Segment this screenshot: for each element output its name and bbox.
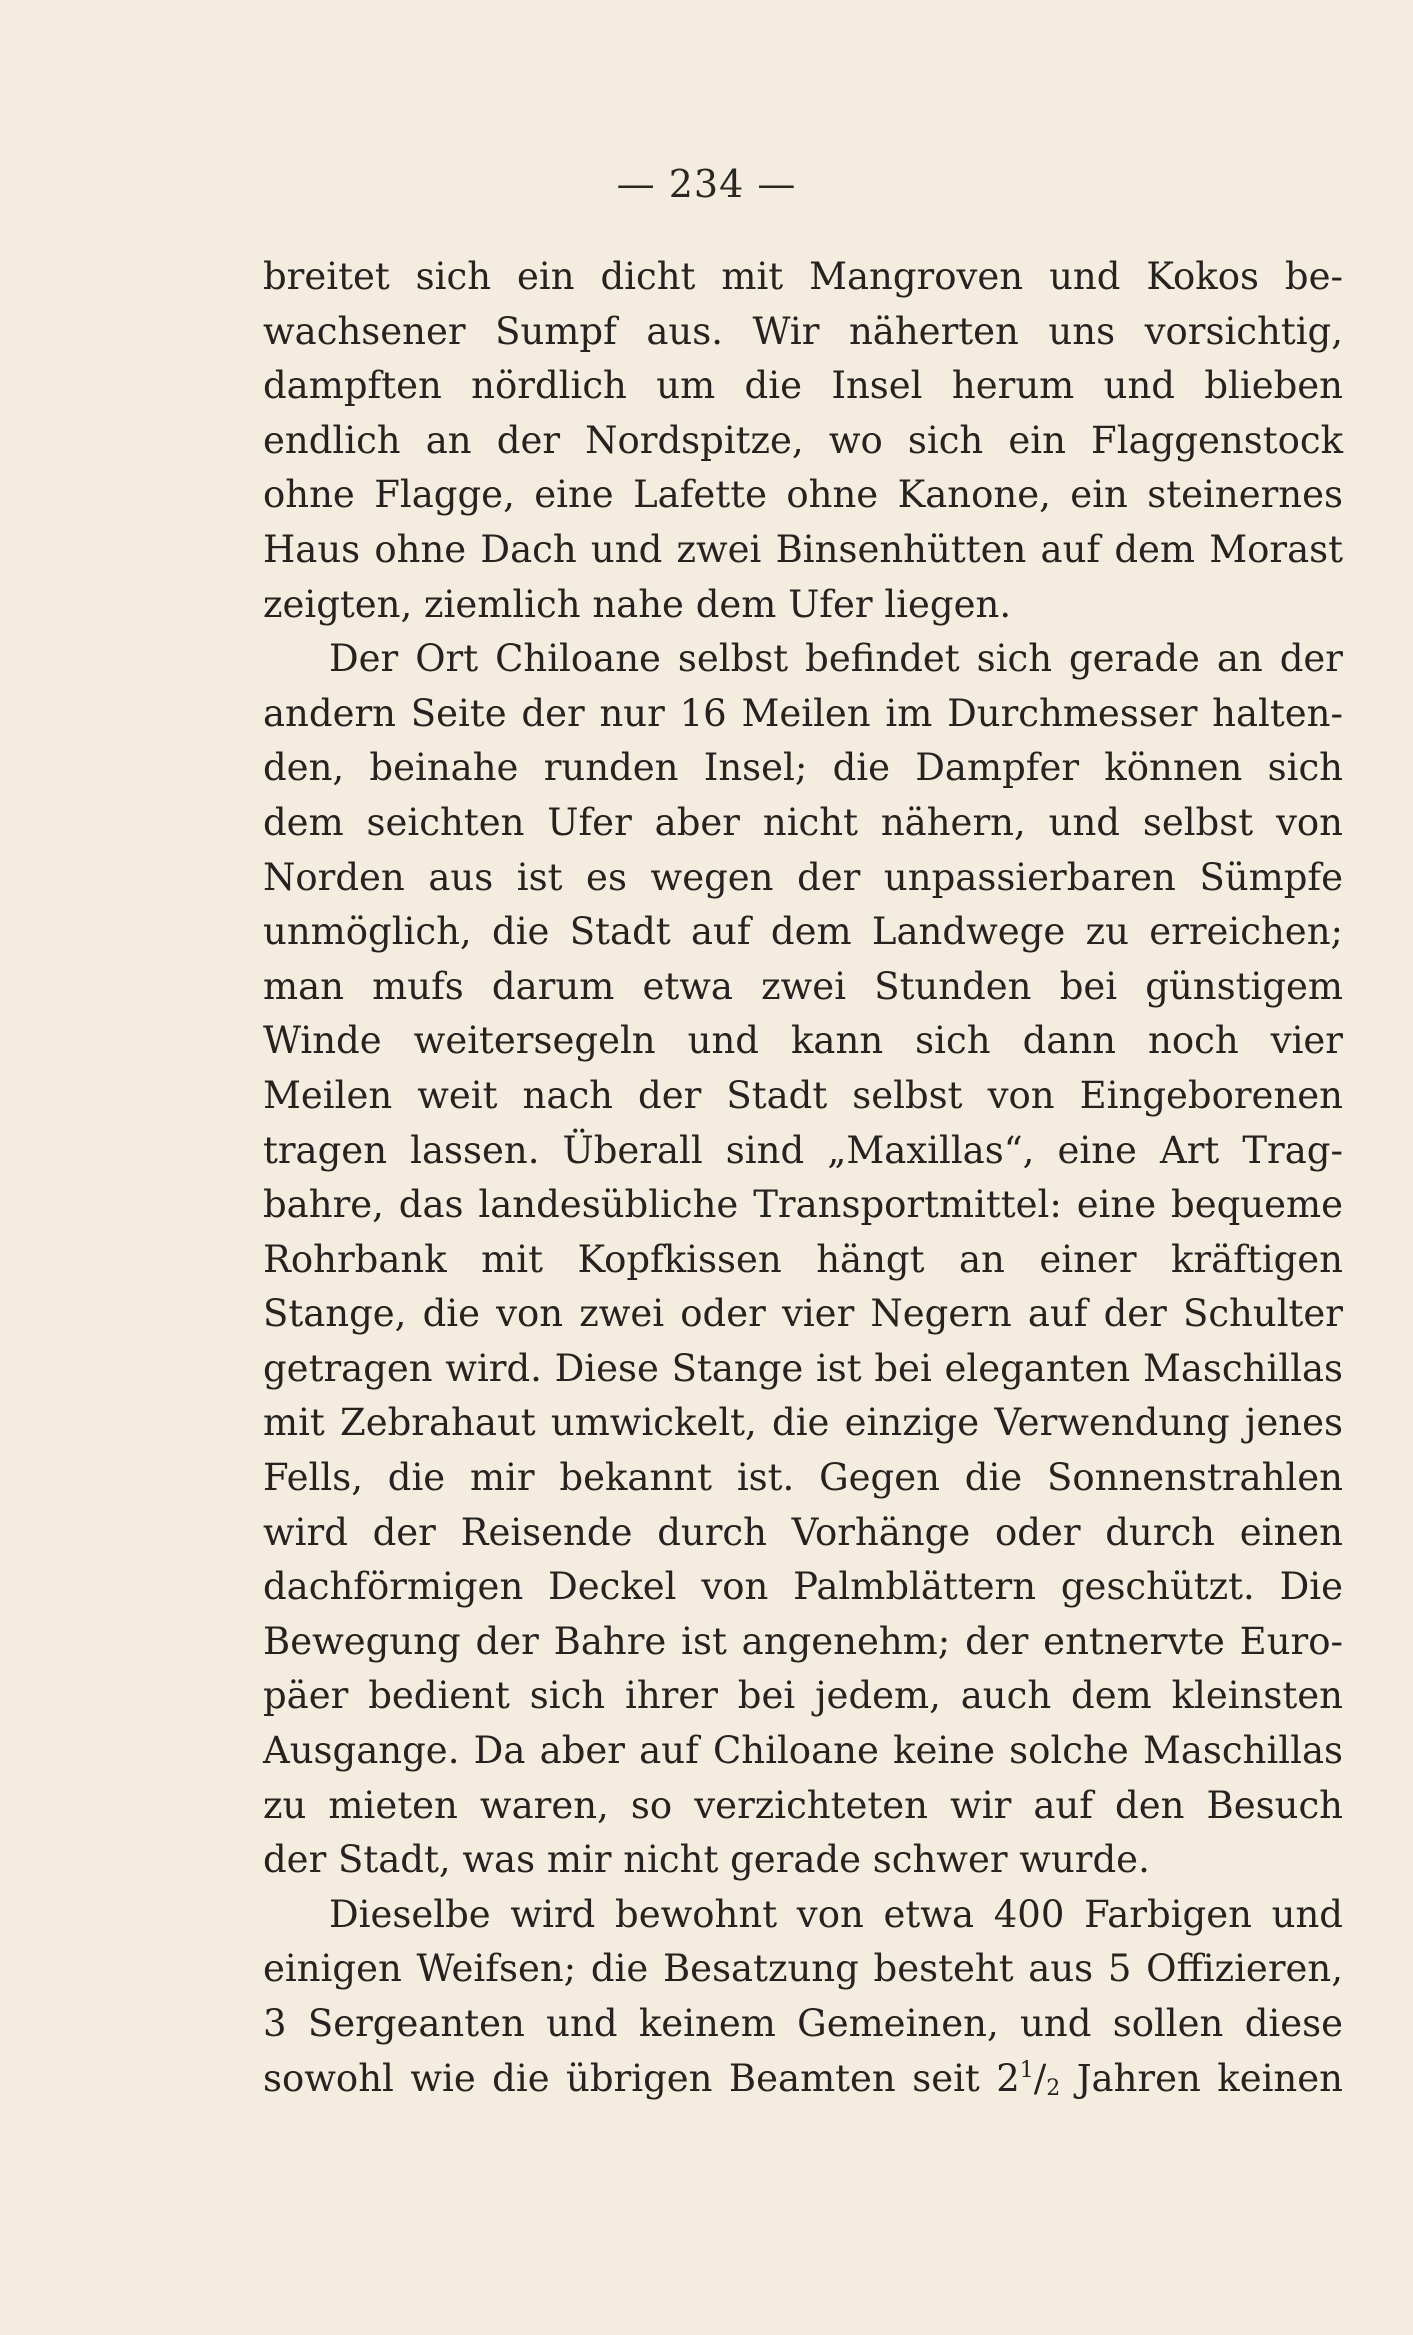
text-line: zu mieten waren, so verzichteten wir auf den Besuch bbox=[263, 1783, 1343, 1827]
text-line: unmöglich, die Stadt auf dem Landwege zu erreichen; bbox=[263, 910, 1343, 954]
text-line: andern Seite der nur 16 Meilen im Durchmesser halten- bbox=[263, 691, 1343, 735]
body-text bbox=[263, 250, 1343, 2106]
line-text-before: sowohl wie die übrigen Beamten seit 2 bbox=[263, 2056, 1020, 2100]
text-line: man mufs darum etwa zwei Stunden bei günstigem bbox=[263, 964, 1343, 1008]
text-line: Meilen weit nach der Stadt selbst von Eingeborenen bbox=[263, 1073, 1343, 1117]
text-line: der Stadt, was mir nicht gerade schwer wurde. bbox=[263, 1838, 1150, 1882]
text-line: Bewegung der Bahre ist angenehm; der entnervte Euro- bbox=[263, 1619, 1343, 1663]
text-line: Dieselbe wird bewohnt von etwa 400 Farbigen und bbox=[329, 1892, 1343, 1936]
text-line: Der Ort Chiloane selbst befindet sich gerade an der bbox=[329, 637, 1343, 681]
text-line: endlich an der Nordspitze, wo sich ein Flaggenstock bbox=[263, 418, 1343, 462]
text-line: tragen lassen. Überall sind „Maxillas“, eine Art Trag- bbox=[263, 1128, 1343, 1172]
text-line: getragen wird. Diese Stange ist bei eleganten Maschillas bbox=[263, 1346, 1343, 1390]
text-line: zeigten, ziemlich nahe dem Ufer liegen. bbox=[263, 582, 1012, 626]
text-line-fraction bbox=[263, 2052, 1343, 2107]
text-line: Fells, die mir bekannt ist. Gegen die Sonnenstrahlen bbox=[263, 1456, 1343, 1500]
text-line: einigen Weifsen; die Besatzung besteht aus 5 Offizieren, bbox=[263, 1947, 1343, 1991]
text-line: päer bedient sich ihrer bei jedem, auch dem kleinsten bbox=[263, 1674, 1343, 1718]
fraction-slash: / bbox=[1033, 2056, 1047, 2100]
text-line: dachförmigen Deckel von Palmblättern geschützt. Die bbox=[263, 1565, 1343, 1609]
text-line: den, beinahe runden Insel; die Dampfer können sich bbox=[263, 746, 1343, 790]
text-line: dem seichten Ufer aber nicht nähern, und selbst von bbox=[263, 800, 1343, 844]
text-line: ohne Flagge, eine Lafette ohne Kanone, ein steinernes bbox=[263, 473, 1343, 517]
text-line: Haus ohne Dach und zwei Binsenhütten auf dem Morast bbox=[263, 527, 1343, 571]
text-line: wachsener Sumpf aus. Wir näherten uns vorsichtig, bbox=[263, 309, 1343, 353]
fraction-denominator: 2 bbox=[1046, 2075, 1061, 2101]
text-line: mit Zebrahaut umwickelt, die einzige Verwendung jenes bbox=[263, 1401, 1343, 1445]
text-line: Ausgange. Da aber auf Chiloane keine solche Maschillas bbox=[263, 1729, 1343, 1773]
fraction-numerator: 1 bbox=[1019, 2057, 1034, 2083]
text-line: bahre, das landesübliche Transportmittel: eine bequeme bbox=[263, 1183, 1343, 1227]
text-line: breitet sich ein dicht mit Mangroven und Kokos be- bbox=[263, 255, 1343, 298]
text-line: wird der Reisende durch Vorhänge oder durch einen bbox=[263, 1510, 1343, 1554]
text-line: 3 Sergeanten und keinem Gemeinen, und sollen diese bbox=[263, 2002, 1343, 2045]
text-line: Stange, die von zwei oder vier Negern auf der Schulter bbox=[263, 1292, 1343, 1336]
page-number: — 234 — bbox=[616, 162, 797, 206]
line-text-after: Jahren keinen bbox=[1060, 2056, 1343, 2100]
text-line: Rohrbank mit Kopfkissen hängt an einer kräftigen bbox=[263, 1237, 1343, 1281]
text-line: Winde weitersegeln und kann sich dann noch vier bbox=[263, 1019, 1343, 1063]
text-line: Norden aus ist es wegen der unpassierbaren Sümpfe bbox=[263, 855, 1343, 899]
text-line: dampften nördlich um die Insel herum und blieben bbox=[263, 364, 1343, 408]
